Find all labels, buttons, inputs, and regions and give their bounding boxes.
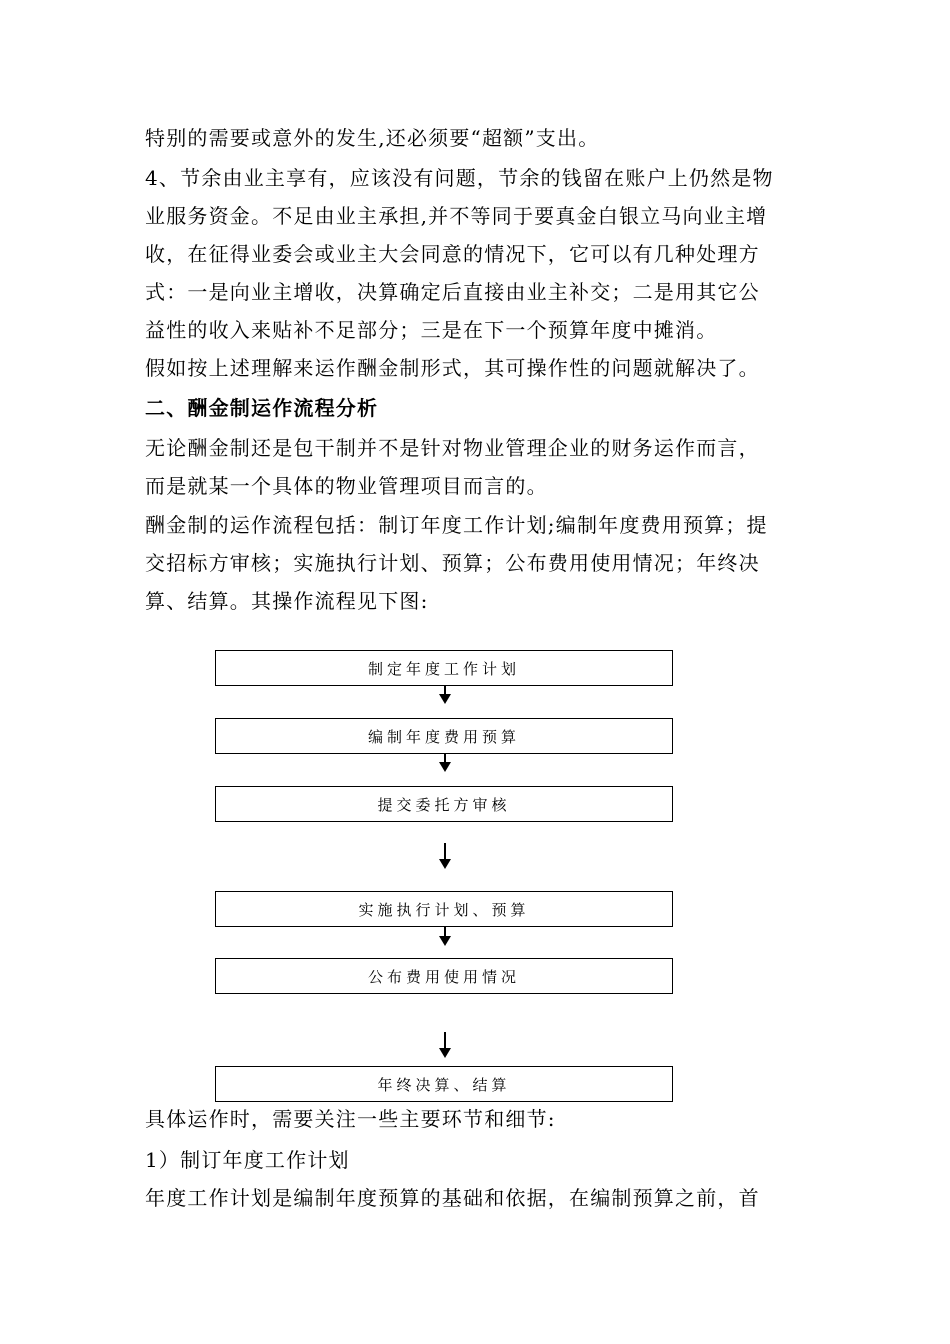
- flow-step-label: 编制年度费用预算: [367, 727, 520, 746]
- paragraph-line: 年度工作计划是编制年度预算的基础和依据，在编制预算之前，首: [145, 1186, 760, 1210]
- flow-arrow-icon: [439, 843, 451, 869]
- flow-step-2: [215, 718, 673, 754]
- paragraph-line: 酬金制的运作流程包括：制订年度工作计划;编制年度费用预算；提: [145, 513, 768, 537]
- paragraph-line: 假如按上述理解来运作酬金制形式，其可操作性的问题就解决了。: [145, 356, 760, 380]
- flow-step-label: 提交委托方审核: [377, 795, 511, 814]
- flow-step-label: 制定年度工作计划: [367, 659, 520, 678]
- flow-step-6: [215, 1066, 673, 1102]
- flow-step-4: [215, 891, 673, 927]
- paragraph-line: 具体运作时，需要关注一些主要环节和细节:: [145, 1107, 556, 1131]
- paragraph-line: 无论酬金制还是包干制并不是针对物业管理企业的财务运作而言，: [145, 436, 760, 460]
- paragraph-line: 4、节余由业主享有，应该没有问题，节余的钱留在账户上仍然是物: [145, 166, 774, 190]
- flow-step-5: [215, 958, 673, 994]
- paragraph-line: 式：一是向业主增收，决算确定后直接由业主补交；二是用其它公: [145, 280, 760, 304]
- flow-step-label: 公布费用使用情况: [367, 967, 520, 986]
- flow-step-label: 实施执行计划、预算: [358, 900, 530, 919]
- paragraph-line: 而是就某一个具体的物业管理项目而言的。: [145, 474, 548, 498]
- paragraph-line: 特别的需要或意外的发生,还必须要“超额”支出。: [145, 126, 600, 150]
- flow-arrow-icon: [439, 686, 451, 704]
- paragraph-line: 收，在征得业委会或业主大会同意的情况下，它可以有几种处理方: [145, 242, 760, 266]
- paragraph-line: 交招标方审核；实施执行计划、预算；公布费用使用情况；年终决: [145, 551, 760, 575]
- flow-step-1: [215, 650, 673, 686]
- flow-arrow-icon: [439, 754, 451, 772]
- flow-step-label: 年终决算、结算: [377, 1075, 511, 1094]
- flow-step-3: [215, 786, 673, 822]
- paragraph-line: 业服务资金。不足由业主承担,并不等同于要真金白银立马向业主增: [145, 204, 768, 228]
- section-heading: 二、酬金制运作流程分析: [145, 396, 379, 420]
- flow-arrow-icon: [439, 926, 451, 946]
- flow-arrow-icon: [439, 1032, 451, 1058]
- paragraph-line: 算、结算。其操作流程见下图:: [145, 589, 429, 613]
- list-item-heading: 1）制订年度工作计划: [145, 1148, 350, 1172]
- paragraph-line: 益性的收入来贴补不足部分；三是在下一个预算年度中摊消。: [145, 318, 718, 342]
